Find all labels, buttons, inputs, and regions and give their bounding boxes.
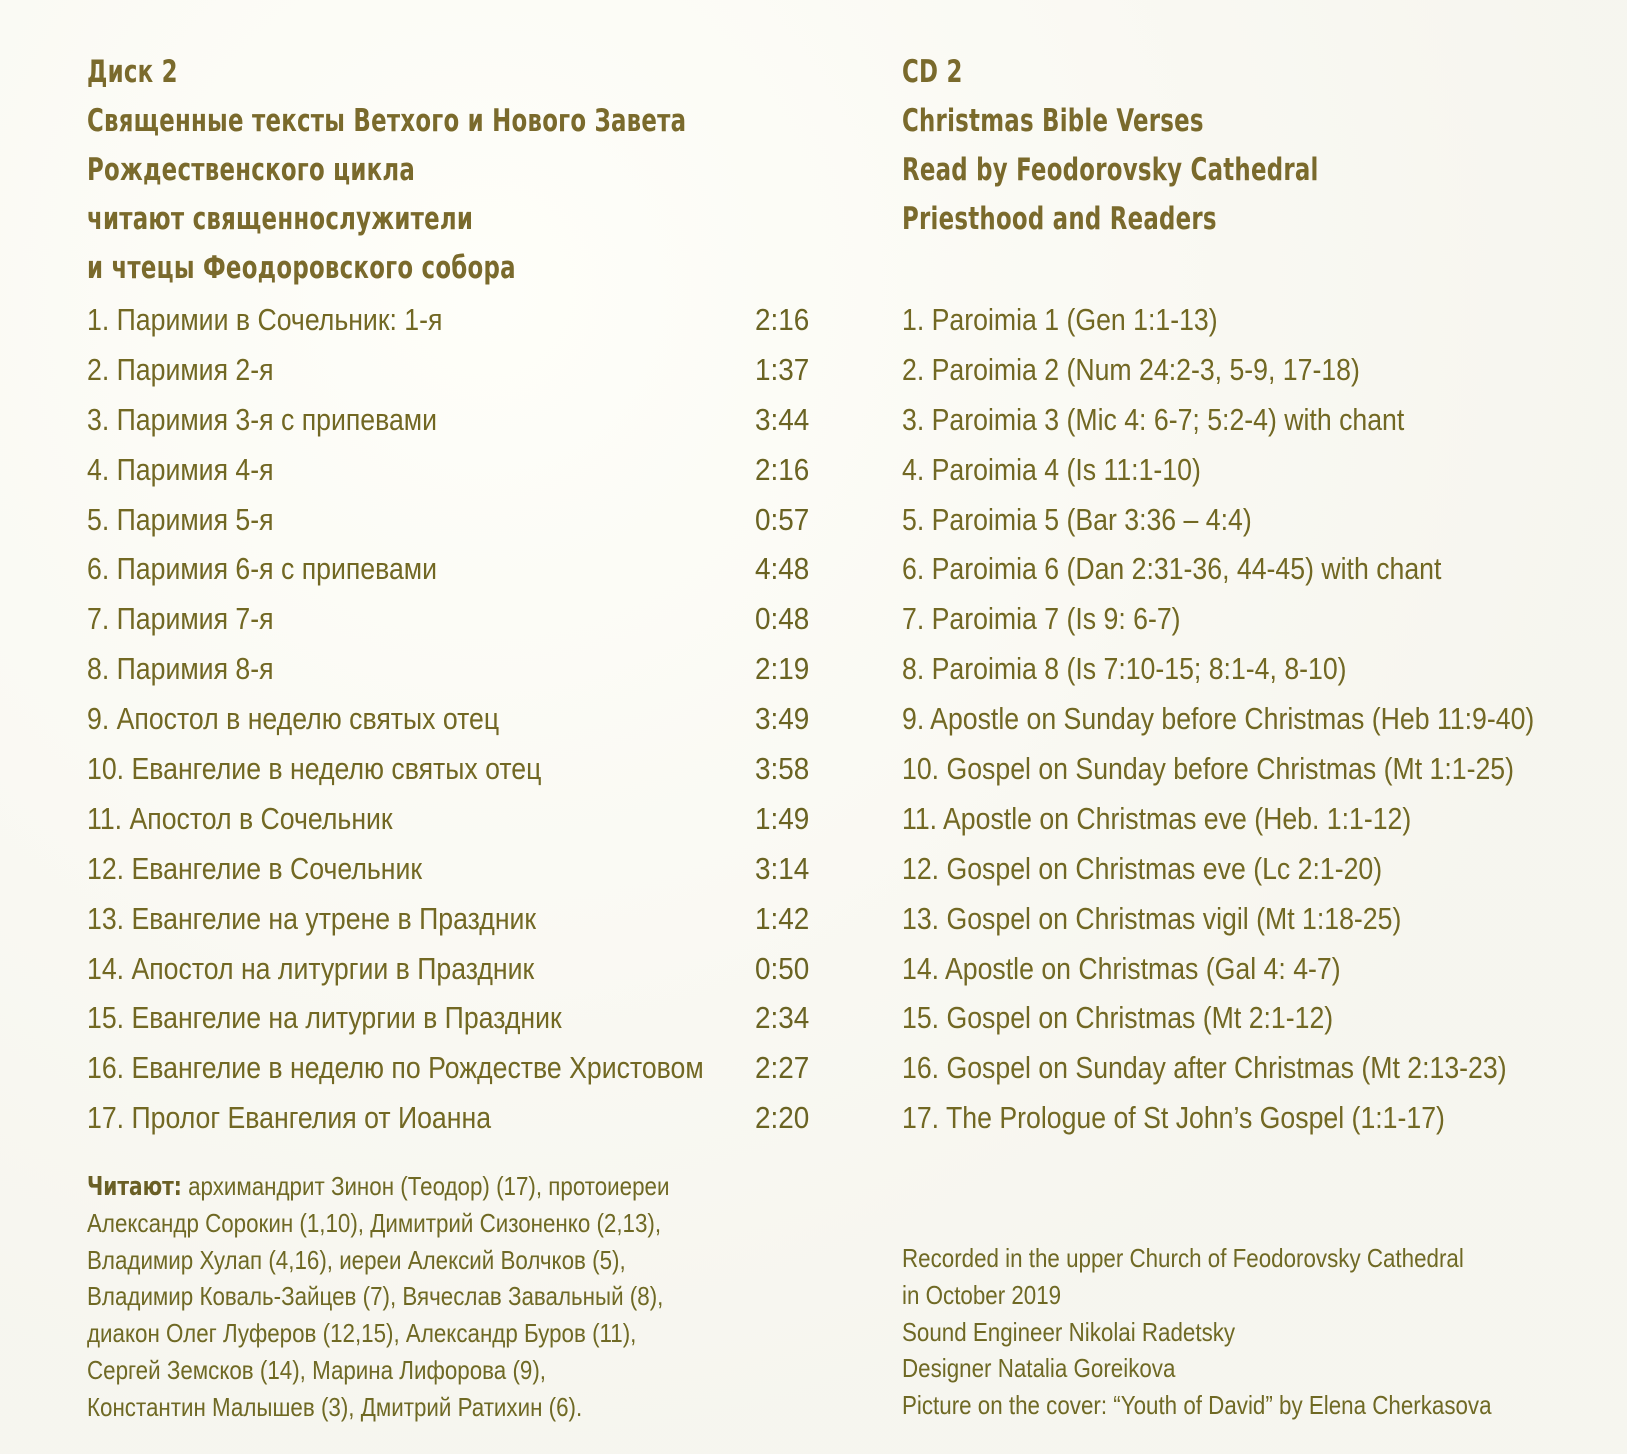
ru-track-item	[87, 345, 817, 395]
en-track-item	[902, 744, 1602, 794]
en-track-item	[902, 944, 1602, 994]
en-track-title: 11. Apostle on Christmas eve (Heb. 1:1-12)	[902, 800, 1412, 836]
ru-track-item	[87, 794, 817, 844]
ru-credits-line	[87, 1168, 669, 1205]
ru-track-title: 12. Евангелие в Сочельник	[87, 850, 423, 886]
ru-track-item	[87, 495, 817, 545]
en-track-list	[902, 295, 1602, 1143]
en-credits	[902, 1240, 1588, 1424]
ru-track-title: 15. Евангелие на литургии в Праздник	[87, 1000, 562, 1036]
en-credits-line: Designer Natalia Goreikova	[902, 1353, 1176, 1384]
ru-track-title: 6. Паримия 6-я с припевами	[87, 551, 438, 587]
en-track-item	[902, 993, 1602, 1043]
ru-track-duration: 3:14	[755, 850, 810, 886]
ru-track-title: 10. Евангелие в неделю святых отец	[87, 750, 542, 786]
ru-track-item	[87, 594, 817, 644]
ru-track-title: 5. Паримия 5-я	[87, 501, 274, 537]
ru-track-duration: 1:49	[755, 800, 810, 836]
ru-track-item	[87, 295, 817, 345]
ru-track-duration: 1:42	[755, 900, 810, 936]
en-track-item	[902, 495, 1602, 545]
ru-heading-line: Священные тексты Ветхого и Нового Завета	[87, 103, 687, 139]
en-track-item	[902, 295, 1602, 345]
ru-track-item	[87, 744, 817, 794]
en-track-item	[902, 544, 1602, 594]
en-track-title: 12. Gospel on Christmas eve (Lc 2:1-20)	[902, 850, 1383, 886]
ru-track-duration: 2:16	[755, 451, 810, 487]
ru-track-title: 9. Апостол в неделю святых отец	[87, 701, 500, 737]
ru-track-duration: 2:27	[755, 1050, 810, 1086]
ru-credits-line: Сергей Земсков (14), Марина Лифорова (9),	[87, 1354, 546, 1385]
ru-credits-line: Константин Малышев (3), Дмитрий Ратихин (6).	[87, 1391, 583, 1422]
ru-heading-line: читают священнослужители	[87, 201, 474, 237]
ru-track-title: 13. Евангелие на утрене в Праздник	[87, 900, 537, 936]
en-credits-line: Picture on the cover: “Youth of David” by Elena Cherkasova	[902, 1390, 1492, 1421]
en-track-title: 10. Gospel on Sunday before Christmas (Mt 1:1-25)	[902, 750, 1514, 786]
en-track-title: 13. Gospel on Christmas vigil (Mt 1:18-25)	[902, 900, 1402, 936]
en-credits-line: Recorded in the upper Church of Feodorovsky Cathedral	[902, 1243, 1464, 1273]
ru-track-title: 11. Апостол в Сочельник	[87, 800, 393, 836]
ru-track-item	[87, 844, 817, 894]
ru-track-item	[87, 1093, 817, 1143]
en-heading-line: Read by Feodorovsky Cathedral	[902, 152, 1319, 188]
ru-track-duration: 2:34	[755, 1000, 810, 1036]
en-track-item	[902, 445, 1602, 495]
ru-track-duration: 3:49	[755, 701, 810, 737]
en-track-item	[902, 644, 1602, 694]
ru-track-duration: 0:50	[755, 950, 810, 986]
ru-track-title: 1. Паримии в Сочельник: 1-я	[87, 301, 443, 337]
en-track-item	[902, 345, 1602, 395]
ru-track-item	[87, 395, 817, 445]
ru-track-item	[87, 694, 817, 744]
en-track-title: 1. Paroimia 1 (Gen 1:1-13)	[902, 301, 1218, 337]
en-track-item	[902, 794, 1602, 844]
ru-credits-label: Читают:	[87, 1172, 182, 1202]
ru-heading-disc: Диск 2	[87, 54, 178, 90]
ru-track-duration: 0:48	[755, 601, 810, 637]
ru-track-duration: 2:19	[755, 651, 810, 687]
ru-track-title: 8. Паримия 8-я	[87, 651, 274, 687]
ru-track-title: 17. Пролог Евангелия от Иоанна	[87, 1100, 492, 1136]
ru-track-title: 7. Паримия 7-я	[87, 601, 274, 637]
ru-heading-line: и чтецы Феодоровского собора	[87, 250, 516, 286]
en-track-item	[902, 694, 1602, 744]
ru-track-title: 14. Апостол на литургии в Праздник	[87, 950, 535, 986]
ru-track-duration: 2:16	[755, 301, 810, 337]
ru-credits-line: Владимир Хулап (4,16), иереи Алексий Волчков (5),	[87, 1244, 626, 1275]
en-track-item	[902, 1043, 1602, 1093]
en-track-title: 8. Paroimia 8 (Is 7:10-15; 8:1-4, 8-10)	[902, 651, 1347, 687]
english-column	[902, 48, 1602, 1136]
en-track-title: 14. Apostle on Christmas (Gal 4: 4-7)	[902, 950, 1341, 986]
ru-track-item	[87, 1043, 817, 1093]
ru-track-item	[87, 993, 817, 1043]
ru-track-duration: 3:44	[755, 401, 810, 437]
en-credits-line: in October 2019	[902, 1279, 1062, 1310]
en-heading	[902, 48, 1476, 244]
ru-track-duration: 2:20	[755, 1100, 810, 1136]
ru-credits-line: диакон Олег Луферов (12,15), Александр Буров (11),	[87, 1318, 637, 1349]
ru-track-item	[87, 894, 817, 944]
en-track-title: 7. Paroimia 7 (Is 9: 6-7)	[902, 601, 1181, 637]
ru-heading	[87, 48, 686, 293]
ru-credits-line: Владимир Коваль-Зайцев (7), Вячеслав Завальный (8),	[87, 1281, 664, 1312]
ru-track-item	[87, 445, 817, 495]
en-heading-disc: CD 2	[902, 54, 963, 90]
ru-credits-text: архимандрит Зинон (Теодор) (17), протоиереи	[181, 1171, 670, 1201]
ru-track-item	[87, 544, 817, 594]
en-track-title: 16. Gospel on Sunday after Christmas (Mt 2:13-23)	[902, 1050, 1507, 1086]
en-track-title: 6. Paroimia 6 (Dan 2:31-36, 44-45) with chant	[902, 551, 1442, 587]
en-track-item	[902, 1093, 1602, 1143]
ru-track-item	[87, 644, 817, 694]
en-track-item	[902, 594, 1602, 644]
en-track-item	[902, 894, 1602, 944]
en-track-title: 2. Paroimia 2 (Num 24:2-3, 5-9, 17-18)	[902, 351, 1360, 387]
ru-track-duration: 0:57	[755, 501, 810, 537]
ru-track-title: 4. Паримия 4-я	[87, 451, 274, 487]
en-track-title: 15. Gospel on Christmas (Mt 2:1-12)	[902, 1000, 1334, 1036]
ru-track-title: 2. Паримия 2-я	[87, 351, 274, 387]
ru-track-duration: 4:48	[755, 551, 810, 587]
en-track-title: 9. Apostle on Sunday before Christmas (Heb 11:9-40)	[902, 701, 1535, 737]
russian-column	[87, 48, 817, 1136]
ru-credits-line: Александр Сорокин (1,10), Димитрий Сизоненко (2,13),	[87, 1207, 662, 1238]
ru-track-duration: 3:58	[755, 750, 810, 786]
ru-track-duration: 1:37	[755, 351, 810, 387]
en-track-title: 4. Paroimia 4 (Is 11:1-10)	[902, 451, 1201, 487]
ru-track-item	[87, 944, 817, 994]
en-track-item	[902, 844, 1602, 894]
ru-track-title: 16. Евангелие в неделю по Рождестве Христовом	[87, 1050, 704, 1086]
en-track-item	[902, 395, 1602, 445]
en-heading-line: Priesthood and Readers	[902, 201, 1217, 237]
ru-track-title: 3. Паримия 3-я с припевами	[87, 401, 438, 437]
ru-track-list	[87, 295, 817, 1143]
en-track-title: 3. Paroimia 3 (Mic 4: 6-7; 5:2-4) with chant	[902, 401, 1405, 437]
en-credits-line: Sound Engineer Nikolai Radetsky	[902, 1316, 1236, 1347]
ru-credits	[87, 1168, 764, 1426]
en-track-title: 17. The Prologue of St John’s Gospel (1:1-17)	[902, 1100, 1445, 1136]
en-heading-line: Christmas Bible Verses	[902, 103, 1204, 139]
en-track-title: 5. Paroimia 5 (Bar 3:36 – 4:4)	[902, 501, 1252, 537]
ru-heading-line: Рождественского цикла	[87, 152, 416, 188]
